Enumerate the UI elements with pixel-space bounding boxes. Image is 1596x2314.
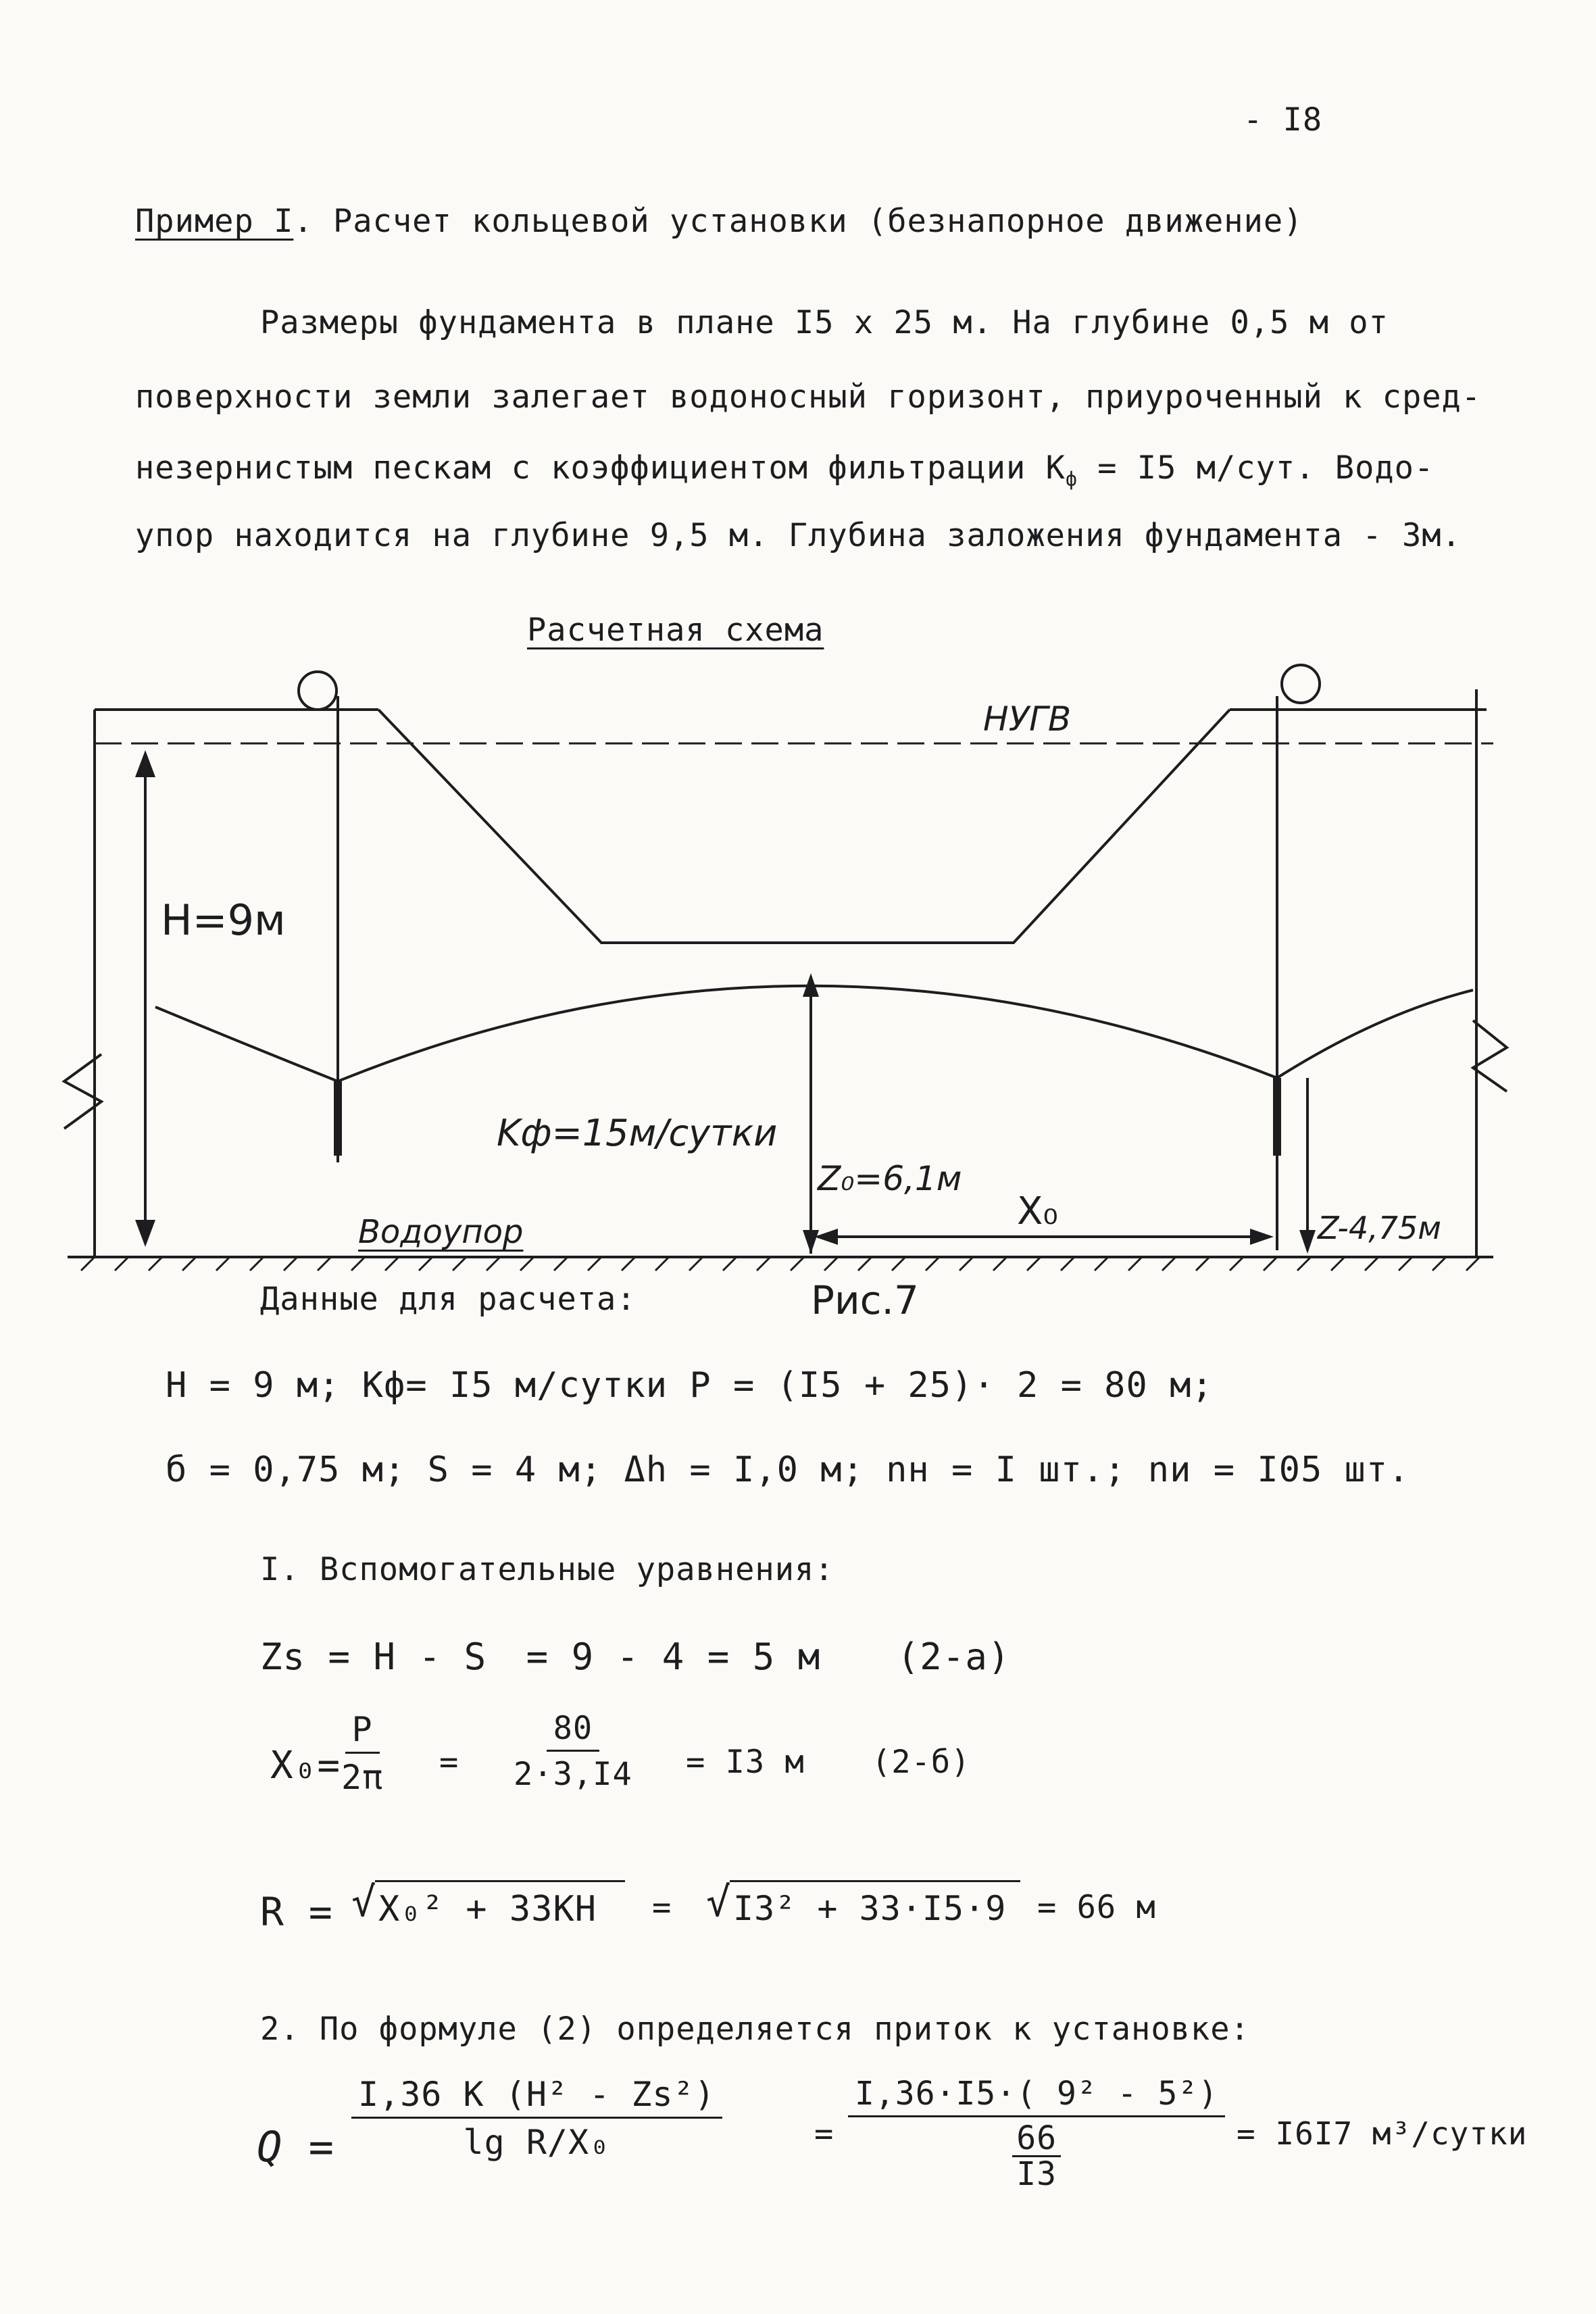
eq-r-lhs: R = [260, 1889, 333, 1935]
eq-r-sqrt1-sign: √ [351, 1879, 377, 1926]
eq-x0-frac1 [341, 1710, 383, 1797]
h-label: H=9м [161, 895, 286, 945]
eq-q-den: lg R/X₀ [463, 2123, 611, 2162]
eq-r-rad2: I3² + 33·I5·9 [733, 1889, 1007, 1928]
eq-zs-lhs: Zs = H - S [260, 1635, 487, 1678]
eq-q-num: I,36 K (H² - Zs²) [351, 2075, 722, 2119]
h-arrow-top [135, 750, 155, 777]
eq-q-frac2 [848, 2075, 1225, 2192]
example-label: Пример I [135, 203, 294, 240]
k-label: Kф=15м/сутки [497, 1112, 778, 1154]
z0-arrow-bottom [803, 1230, 819, 1254]
eq-q-result: = I6I7 м³/сутки [1237, 2115, 1528, 2152]
intro-line-3-text: незернистым пескам с коэффициентом фильтрации K [135, 449, 1066, 487]
eq-x0-lhs: X₀= [270, 1744, 341, 1788]
well-head-right [1282, 665, 1320, 703]
eq-q-den2b: I3 [1016, 2155, 1057, 2194]
eq-r-eq: = [652, 1889, 672, 1926]
depression-curve [338, 986, 1277, 1081]
x0-arrow-right [1250, 1229, 1274, 1245]
intro-line-3-tail: = I5 м/сут. Водо- [1077, 449, 1435, 487]
excavation-pit [378, 710, 1230, 943]
eq-zs-ref: (2-а) [897, 1635, 1011, 1678]
eq-x0-ref: (2-б) [872, 1744, 971, 1781]
intro-line-4: упор находится на глубине 9,5 м. Глубина заложения фундамента - 3м. [135, 517, 1462, 554]
data-title: Данные для расчета: [260, 1281, 637, 1318]
eq-x0-result: = I3 м [686, 1744, 805, 1781]
eq-q-lhs: Q = [257, 2122, 334, 2171]
step-2: 2. По формуле (2) определяется приток к установке: [260, 2011, 1250, 2048]
z-arrow-bottom [1299, 1230, 1316, 1254]
intro-line-1: Размеры фундамента в плане I5 x 25 м. На глубине 0,5 м от [260, 304, 1389, 341]
eq-zs-rhs: = 9 - 4 = 5 м [526, 1635, 821, 1678]
example-title: . Расчет кольцевой установки (безнапорное движение) [293, 203, 1303, 240]
figure-caption: Рис.7 [811, 1277, 919, 1323]
well-head-left [299, 672, 336, 710]
kf-subscript: ф [1065, 468, 1078, 491]
eq-x0-den2: 2·3,I4 [514, 1756, 632, 1793]
nugv-label: НУГВ [983, 699, 1072, 739]
break-mark-right [1473, 1020, 1507, 1091]
eq-q-frac1 [351, 2075, 722, 2162]
intro-line-2: поверхности земли залегает водоносный горизонт, приуроченный к сред- [135, 378, 1482, 416]
h-arrow-bottom [135, 1220, 155, 1247]
eq-r-rad1: X₀² + 33KH [378, 1889, 597, 1929]
eq-r-result: = 66 м [1037, 1889, 1156, 1926]
eq-x0-num2: 80 [547, 1710, 600, 1752]
data-line-2: б = 0,75 м; S = 4 м; Δh = I,0 м; nн = I шт.; nи = I05 шт. [166, 1450, 1410, 1490]
figure-title: Расчетная схема [527, 612, 824, 649]
z0-label: Z₀=6,1м [818, 1159, 962, 1198]
eq-q-den2a: 66 [1012, 2121, 1061, 2157]
eq-r-sqrt2-sign: √ [706, 1879, 732, 1926]
depression-curve-right-outer [1277, 990, 1473, 1078]
z-label: Z-4,75м [1318, 1210, 1441, 1246]
eq-q-eq: = [814, 2115, 834, 2152]
depression-curve-left-outer [155, 1007, 338, 1081]
step-1: I. Вспомогательные уравнения: [260, 1551, 834, 1588]
x0-label: X₀ [1017, 1189, 1058, 1233]
eq-x0-frac2 [514, 1710, 632, 1793]
eq-x0-num: P [345, 1710, 380, 1754]
page-number: - I8 [1243, 101, 1323, 139]
aquiclude-label: Водоупор [358, 1213, 524, 1251]
eq-q-num2: I,36·I5·( 9² - 5²) [848, 2075, 1225, 2117]
data-line-1: H = 9 м; Kф= I5 м/сутки P = (I5 + 25)· 2 = 80 м; [166, 1365, 1214, 1406]
eq-zs [260, 1635, 1010, 1678]
eq-x0-eq: = [439, 1744, 459, 1781]
eq-x0-den: 2π [341, 1758, 384, 1797]
